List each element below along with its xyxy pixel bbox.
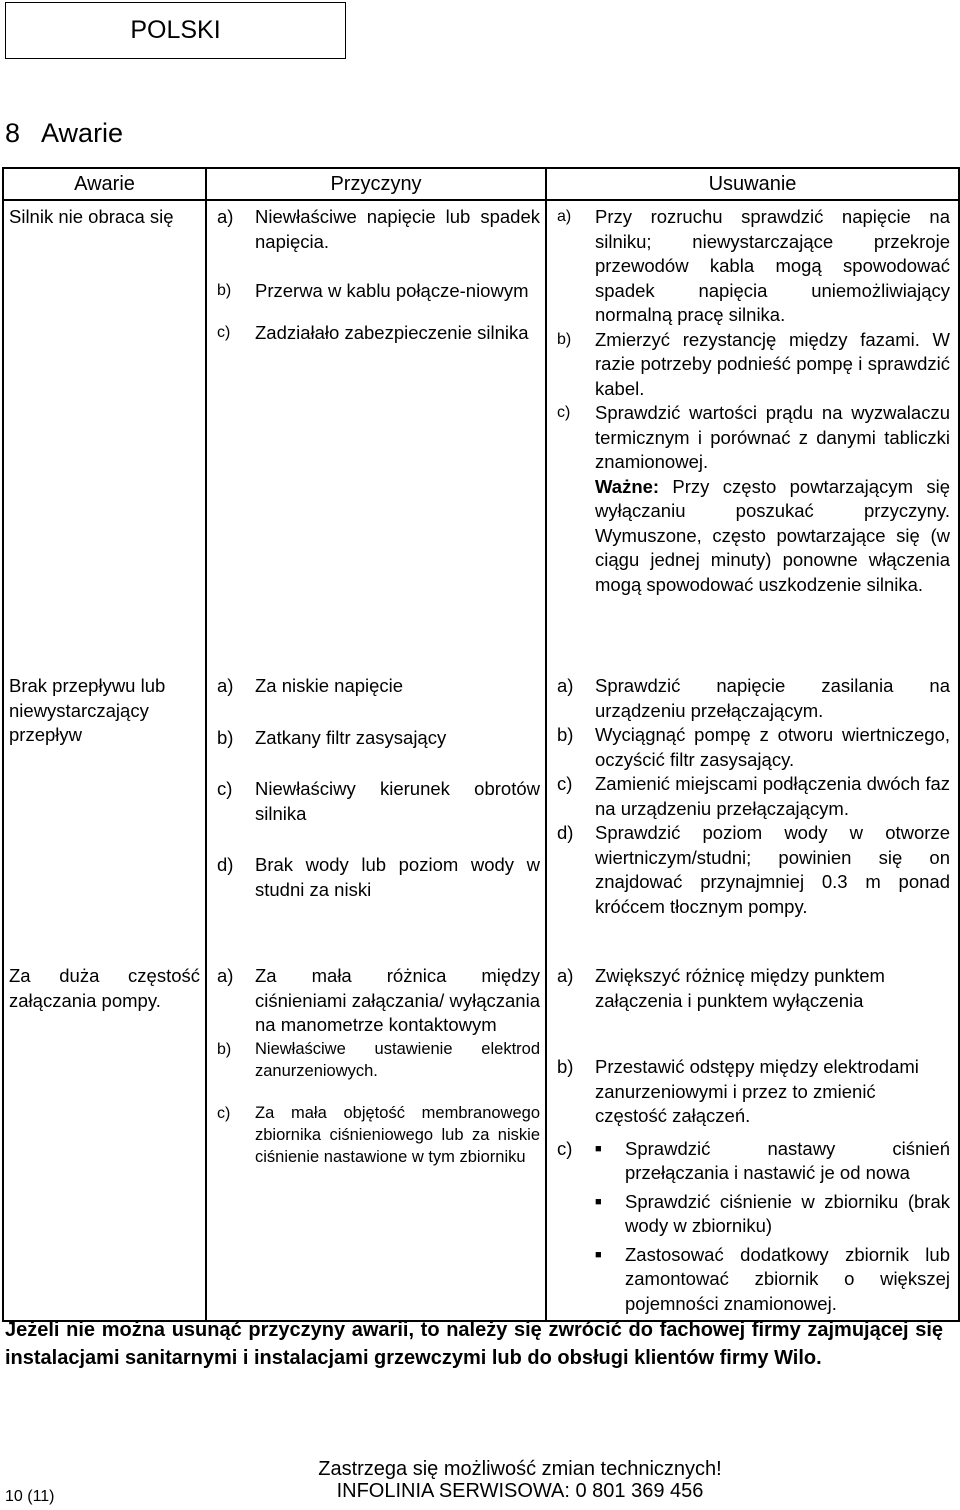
fix-item: a) Sprawdzić napięcie zasilania na urządzeniu przełączającym. — [557, 675, 950, 721]
fix-item: a) Zwiększyć różnicę między punktem załączenia i punktem wyłączenia — [557, 965, 885, 1011]
footer-disclaimer: Zastrzega się możliwość zmian technicznych! — [318, 1458, 722, 1480]
fix-item: b) Wyciągnąć pompę z otworu wiertniczego, oczyścić filtr zasysający. — [557, 724, 950, 770]
closing-note: Jeżeli nie można usunąć przyczyny awarii, to należy się zwrócić do fachowej firmy zajmującej się instalacjami sanitarnymi i instalacjami grzewczymi lub do obsługi klientów firmy Wilo. — [5, 1319, 943, 1369]
fix-item: c) Zamienić miejscami podłączenia dwóch faz na urządzeniu przełączającym. — [557, 773, 950, 819]
fault-text: Za duża częstość załączania pompy. — [9, 965, 200, 1011]
important-note — [557, 475, 950, 598]
table-header-row — [3, 168, 959, 200]
fault-table — [2, 167, 960, 1322]
cause-item: c) Niewłaściwy kierunek obrotów silnika — [217, 778, 540, 824]
cause-cell — [206, 960, 546, 1321]
cause-item: c) Zadziałało zabezpieczenie silnika — [217, 321, 529, 343]
fix-item: b) Przestawić odstępy między elektrodami zanurzeniowymi i przez to zmienić częstość załączeń. — [557, 1056, 919, 1126]
cause-item: a) Za mała różnica między ciśnieniami załączania/ wyłączania na manometrze kontaktowym — [217, 965, 540, 1035]
bullet-icon: ■ — [595, 1248, 602, 1261]
footer-hotline: INFOLINIA SERWISOWA: 0 801 369 456 — [336, 1480, 704, 1502]
cause-item: a) Za niskie napięcie — [217, 675, 404, 696]
header-causes: Przyczyny — [206, 168, 546, 200]
header-fixes: Usuwanie — [546, 168, 959, 200]
table-row — [3, 960, 959, 1321]
bullet-item: ■ Zastosować dodatkowy zbiornik lub zamontować zbiornik o większej pojemności znamionowej. — [595, 1243, 950, 1317]
bullet-item: ■ Sprawdzić nastawy ciśnień przełączania i nastawić je od nowa — [595, 1137, 950, 1186]
language-text: POLSKI — [130, 16, 221, 44]
language-label — [5, 2, 346, 59]
bullet-icon: ■ — [595, 1142, 602, 1155]
bullet-item: ■ Sprawdzić ciśnienie w zbiorniku (brak wody w zbiorniku) — [595, 1190, 950, 1239]
section-title: 8 Awarie — [5, 118, 124, 148]
cause-item: c) Za mała objętość membranowego zbiornika ciśnieniowego lub za niskie ciśnienie nastawione w tym zbiorniku — [217, 1103, 540, 1166]
cause-item: b) Niewłaściwe ustawienie elektrod zanurzeniowych. — [217, 1039, 540, 1080]
important-label: Ważne: — [595, 475, 660, 497]
fix-item: b) Zmierzyć rezystancję między fazami. W razie potrzeby podnieść pompę i sprawdzić kabel. — [557, 328, 950, 399]
fix-item: d) Sprawdzić poziom wody w otworze wiertniczym/studni; powinien się on znajdować przynajmniej 0.3 m ponad króćcem tłocznym pompy. — [557, 822, 950, 917]
fix-item: a) Przy rozruchu sprawdzić napięcie na silniku; niewystarczające przekroje przewodów kabla mogą spowodować spadek napięcia uniemożliwiający normalną pracę silnika. — [557, 206, 950, 325]
fix-cell — [546, 960, 959, 1321]
fault-cell — [3, 200, 206, 670]
fault-text: Silnik nie obraca się — [9, 206, 174, 227]
cause-item: b) Zatkany filtr zasysający — [217, 726, 447, 748]
fault-cell — [3, 670, 206, 960]
fix-cell — [546, 200, 959, 670]
cause-cell — [206, 670, 546, 960]
bullet-icon: ■ — [595, 1195, 602, 1208]
table-row — [3, 670, 959, 960]
fault-cell — [3, 960, 206, 1321]
cause-item: d) Brak wody lub poziom wody w studni za niski — [217, 854, 540, 900]
fault-text: Brak przepływu lub niewystarczający przepływ — [9, 675, 166, 745]
page-number: 10 (11) — [5, 1488, 55, 1505]
cause-cell — [206, 200, 546, 670]
table-row — [3, 200, 959, 670]
header-faults: Awarie — [3, 168, 206, 200]
fix-item: c) Sprawdzić wartości prądu na wyzwalaczu termicznym i porównać z danymi tabliczki znamionowej. — [557, 402, 950, 472]
fix-cell — [546, 670, 959, 960]
cause-item: b) Przerwa w kablu połącze-niowym — [217, 280, 529, 301]
important-text: Przy często powtarzającym się wyłączaniu poszukać przyczyny. Wymuszone, często powtarzające się (w ciągu jednej minuty) ponowne włączenia mogą spowodować uszkodzenie silnika. — [595, 475, 950, 595]
fix-item: c) ■ Sprawdzić nastawy ciśnień przełączania i nastawić je od nowa ■ Sprawdzić ciśnienie w zbiorniku (brak wody w zbiorniku) ■ Zastosować dodatkowy zbiornik lub zamontować zbiornik o większej pojemności znamionowej. — [557, 1137, 950, 1317]
cause-item: a) Niewłaściwe napięcie lub spadek napięcia. — [217, 206, 540, 252]
